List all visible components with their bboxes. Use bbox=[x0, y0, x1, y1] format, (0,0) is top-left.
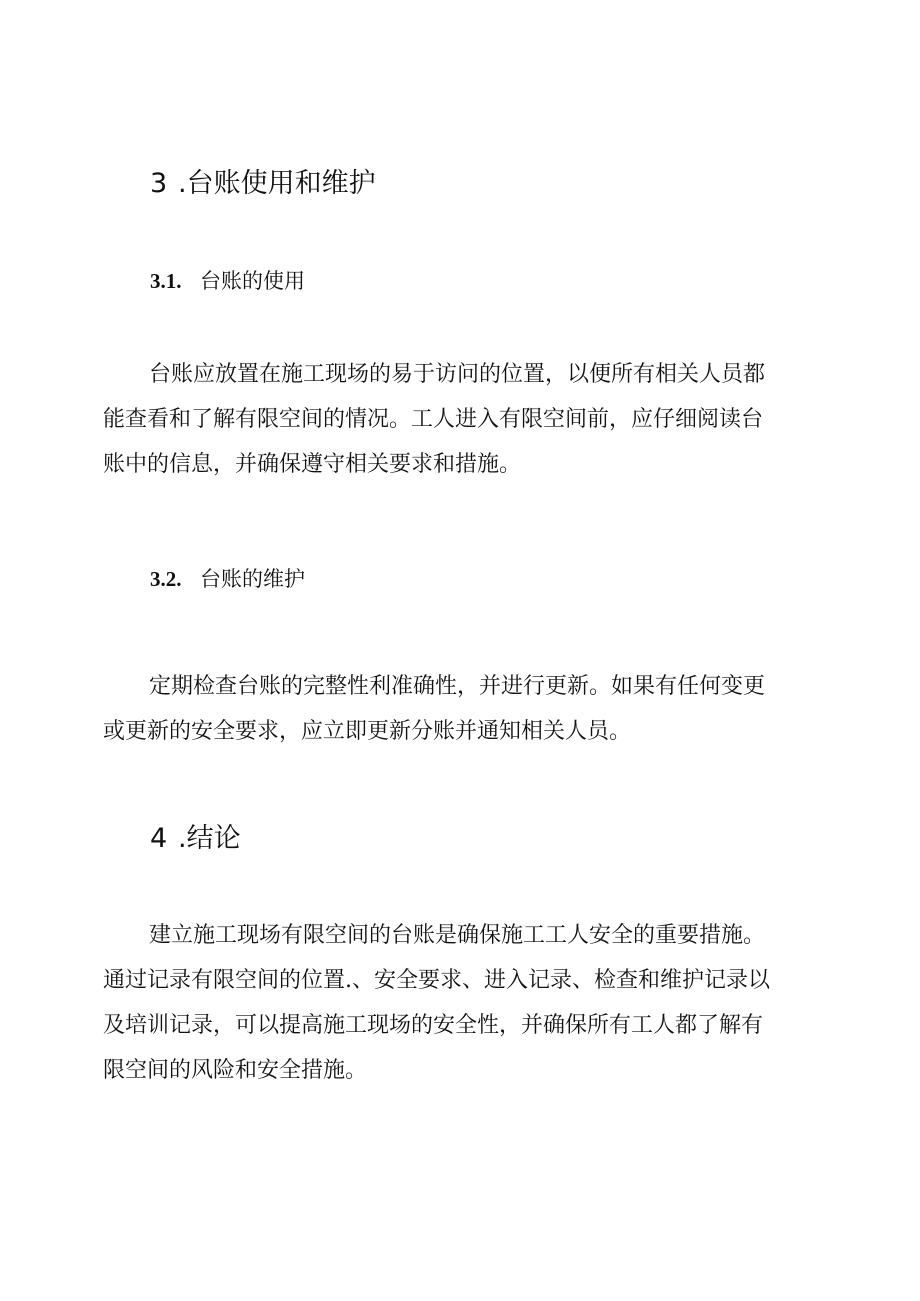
paragraph-line: 建立施工现场有限空间的台账是确保施工工人安全的重要措施。 bbox=[149, 923, 766, 948]
subsection-title: 台账的使用 bbox=[200, 269, 305, 293]
section-heading-4 bbox=[150, 823, 241, 855]
paragraph-line: 通过记录有限空间的位置.、安全要求、进入记录、检查和维护记录以 bbox=[103, 968, 770, 993]
paragraph-line: 定期检查台账的完整性利准确性，并进行更新。如果有任何变更 bbox=[149, 674, 766, 699]
subsection-title: 台账的维护 bbox=[200, 567, 305, 591]
paragraph-ledger-maintenance bbox=[103, 664, 813, 754]
subsection-number: 3.2. bbox=[150, 567, 182, 591]
subsection-heading-3-2 bbox=[150, 566, 305, 592]
section-number: 4 bbox=[150, 823, 168, 854]
section-heading-3 bbox=[150, 168, 376, 200]
paragraph-line: 或更新的安全要求，应立即更新分账并通知相关人员。 bbox=[103, 719, 632, 744]
paragraph-line: 限空间的风险和安全措施。 bbox=[103, 1058, 368, 1083]
section-title: .台账使用和维护 bbox=[178, 168, 376, 199]
section-title: .结论 bbox=[178, 823, 241, 854]
section-number: 3 bbox=[150, 168, 168, 199]
paragraph-line: 及培训记录，可以提高施工现场的安全性，并确保所有工人都了解有 bbox=[103, 1013, 764, 1038]
paragraph-line: 能查看和了解有限空间的情况。工人进入有限空间前，应仔细阅读台 bbox=[103, 407, 764, 432]
paragraph-conclusion bbox=[103, 913, 813, 1093]
paragraph-line: 台账应放置在施工现场的易于访问的位置，以便所有相关人员都 bbox=[149, 362, 766, 387]
paragraph-line: 账中的信息，并确保遵守相关要求和措施。 bbox=[103, 452, 522, 477]
subsection-heading-3-1 bbox=[150, 268, 305, 294]
paragraph-ledger-usage bbox=[103, 352, 813, 487]
subsection-number: 3.1. bbox=[150, 269, 182, 293]
